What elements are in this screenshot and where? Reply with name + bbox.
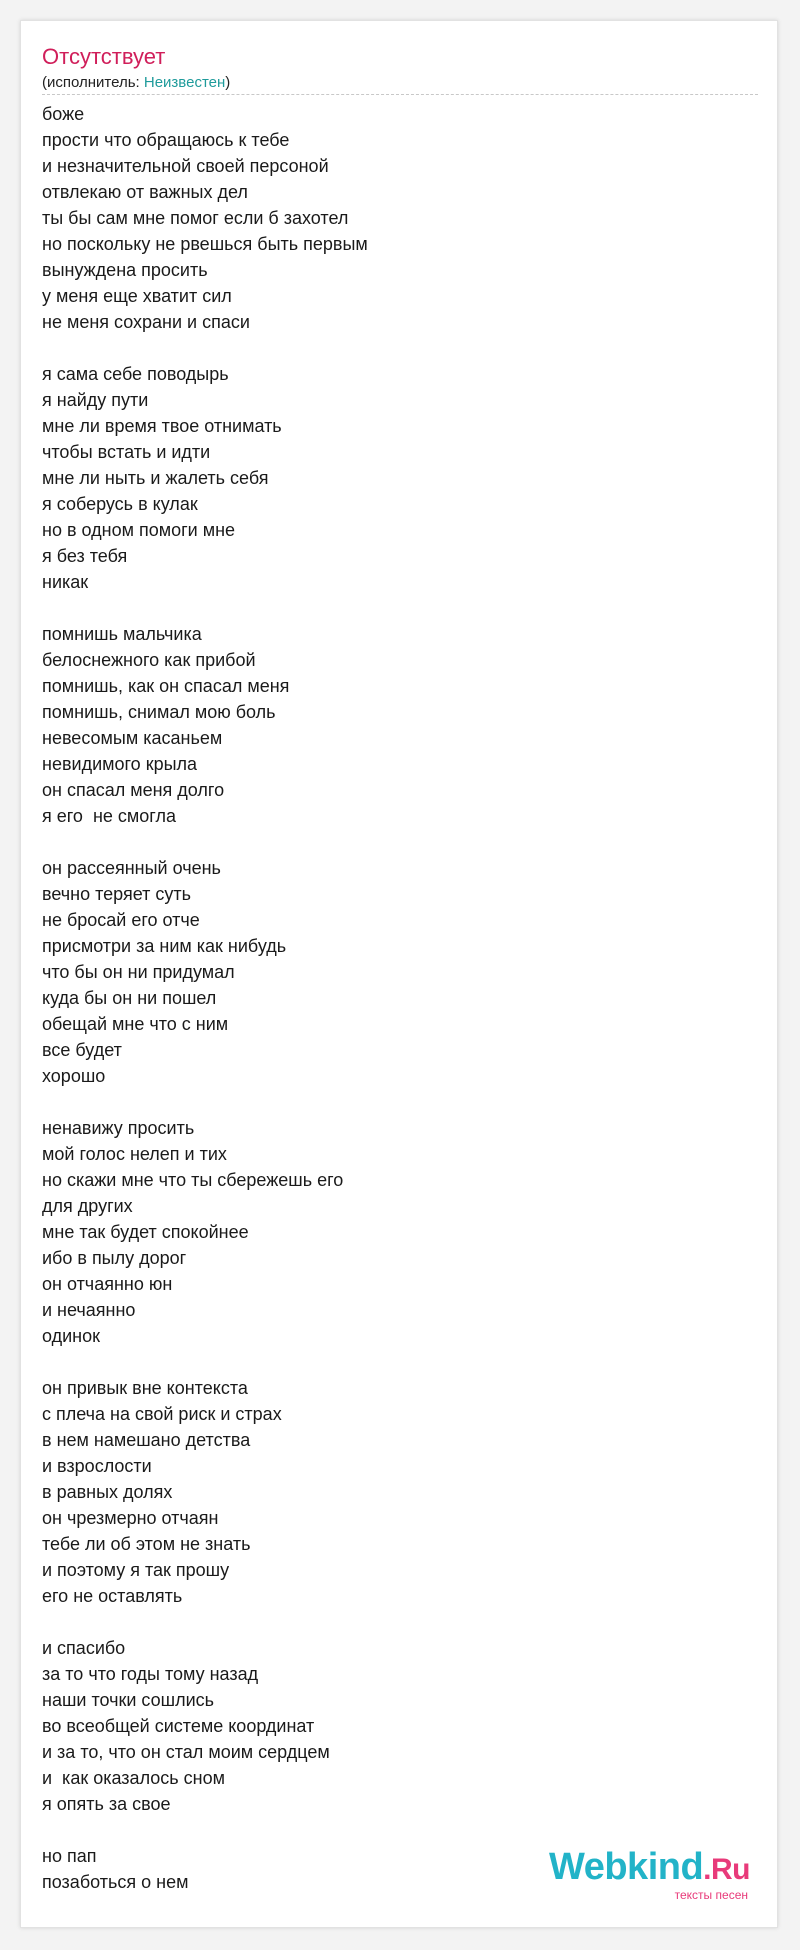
lyrics-line: я без тебя xyxy=(42,546,128,566)
lyrics-line: для других xyxy=(42,1196,133,1216)
lyrics-line: и спасибо xyxy=(42,1638,126,1658)
lyrics-stanza xyxy=(42,101,742,335)
lyrics-line: у меня еще хватит сил xyxy=(42,286,232,306)
lyrics-line: вынуждена просить xyxy=(42,260,208,280)
lyrics-line: чтобы встать и идти xyxy=(42,442,211,462)
lyrics-line: никак xyxy=(42,572,89,592)
lyrics-line: и поэтому я так прошу xyxy=(42,1560,230,1580)
lyrics-line: и как оказалось сном xyxy=(42,1768,225,1788)
lyrics-line: но в одном помоги мне xyxy=(42,520,236,540)
lyrics-line: присмотри за ним как нибудь xyxy=(42,936,287,956)
lyrics-line: в равных долях xyxy=(42,1482,173,1502)
lyrics-line: но пап xyxy=(42,1846,97,1866)
lyrics-stanza xyxy=(42,1115,742,1349)
title-divider xyxy=(42,94,758,95)
lyrics-line: с плеча на свой риск и страх xyxy=(42,1404,282,1424)
lyrics-line: что бы он ни придумал xyxy=(42,962,235,982)
logo-wordmark xyxy=(549,1847,750,1890)
lyrics-line: он отчаянно юн xyxy=(42,1274,173,1294)
lyrics-line: мне так будет спокойнее xyxy=(42,1222,249,1242)
lyrics-line: он спасал меня долго xyxy=(42,780,225,800)
lyrics-stanza xyxy=(42,855,742,1089)
lyrics-stanza xyxy=(42,621,742,829)
lyrics-line: помнишь мальчика xyxy=(42,624,202,644)
lyrics-line: и незначительной своей персоной xyxy=(42,156,329,176)
logo-suffix: .Ru xyxy=(703,1853,750,1886)
lyrics-line: не меня сохрани и спаси xyxy=(42,312,250,332)
lyrics-text xyxy=(42,101,742,1921)
lyrics-line: невесомым касаньем xyxy=(42,728,223,748)
lyrics-stanza xyxy=(42,1635,742,1817)
lyrics-line: все будет xyxy=(42,1040,122,1060)
lyrics-line: мне ли ныть и жалеть себя xyxy=(42,468,269,488)
lyrics-line: ибо в пылу дорог xyxy=(42,1248,187,1268)
lyrics-line: прости что обращаюсь к тебе xyxy=(42,130,290,150)
lyrics-line: он привык вне контекста xyxy=(42,1378,248,1398)
lyrics-line: вечно теряет суть xyxy=(42,884,191,904)
lyrics-line: я его не смогла xyxy=(42,806,176,826)
artist-line xyxy=(42,73,230,93)
lyrics-line: хорошо xyxy=(42,1066,106,1086)
lyrics-line: и нечаянно xyxy=(42,1300,136,1320)
song-title: Отсутствует xyxy=(42,44,166,69)
lyrics-line: в нем намешано детства xyxy=(42,1430,251,1450)
logo-tagline: тексты песен xyxy=(674,1888,748,1902)
lyrics-line: отвлекаю от важных дел xyxy=(42,182,248,202)
lyrics-line: мне ли время твое отнимать xyxy=(42,416,282,436)
lyrics-line: я сама себе поводырь xyxy=(42,364,229,384)
lyrics-line: тебе ли об этом не знать xyxy=(42,1534,251,1554)
lyrics-line: и за то, что он стал моим сердцем xyxy=(42,1742,330,1762)
lyrics-line: наши точки сошлись xyxy=(42,1690,215,1710)
artist-link[interactable]: Неизвестен xyxy=(143,74,226,91)
lyrics-line: за то что годы тому назад xyxy=(42,1664,259,1684)
lyrics-stanza xyxy=(42,1375,742,1609)
artist-suffix: ) xyxy=(225,74,231,91)
lyrics-line: белоснежного как прибой xyxy=(42,650,256,670)
lyrics-line: обещай мне что с ним xyxy=(42,1014,229,1034)
lyrics-line: одинок xyxy=(42,1326,100,1346)
lyrics-stanza xyxy=(42,361,742,595)
logo-main-text: Webkind xyxy=(549,1846,704,1888)
lyrics-line: его не оставлять xyxy=(42,1586,183,1606)
lyrics-line: и взрослости xyxy=(42,1456,152,1476)
lyrics-card xyxy=(20,20,778,1928)
lyrics-line: он рассеянный очень xyxy=(42,858,221,878)
lyrics-line: но скажи мне что ты сбережешь его xyxy=(42,1170,344,1190)
lyrics-line: он чрезмерно отчаян xyxy=(42,1508,219,1528)
lyrics-line: помнишь, как он спасал меня xyxy=(42,676,290,696)
lyrics-line: я опять за свое xyxy=(42,1794,171,1814)
lyrics-line: но поскольку не рвешься быть первым xyxy=(42,234,368,254)
lyrics-line: помнишь, снимал мою боль xyxy=(42,702,276,722)
lyrics-line: я найду пути xyxy=(42,390,149,410)
lyrics-line: позаботься о нем xyxy=(42,1872,189,1892)
lyrics-line: мой голос нелеп и тих xyxy=(42,1144,227,1164)
lyrics-line: куда бы он ни пошел xyxy=(42,988,217,1008)
lyrics-line: не бросай его отче xyxy=(42,910,200,930)
lyrics-line: ненавижу просить xyxy=(42,1118,195,1138)
site-logo[interactable] xyxy=(549,1847,750,1902)
lyrics-line: невидимого крыла xyxy=(42,754,198,774)
lyrics-line: я соберусь в кулак xyxy=(42,494,198,514)
artist-prefix: (исполнитель: xyxy=(42,74,144,91)
lyrics-line: боже xyxy=(42,104,85,124)
lyrics-line: ты бы сам мне помог если б захотел xyxy=(42,208,349,228)
lyrics-line: во всеобщей системе координат xyxy=(42,1716,315,1736)
